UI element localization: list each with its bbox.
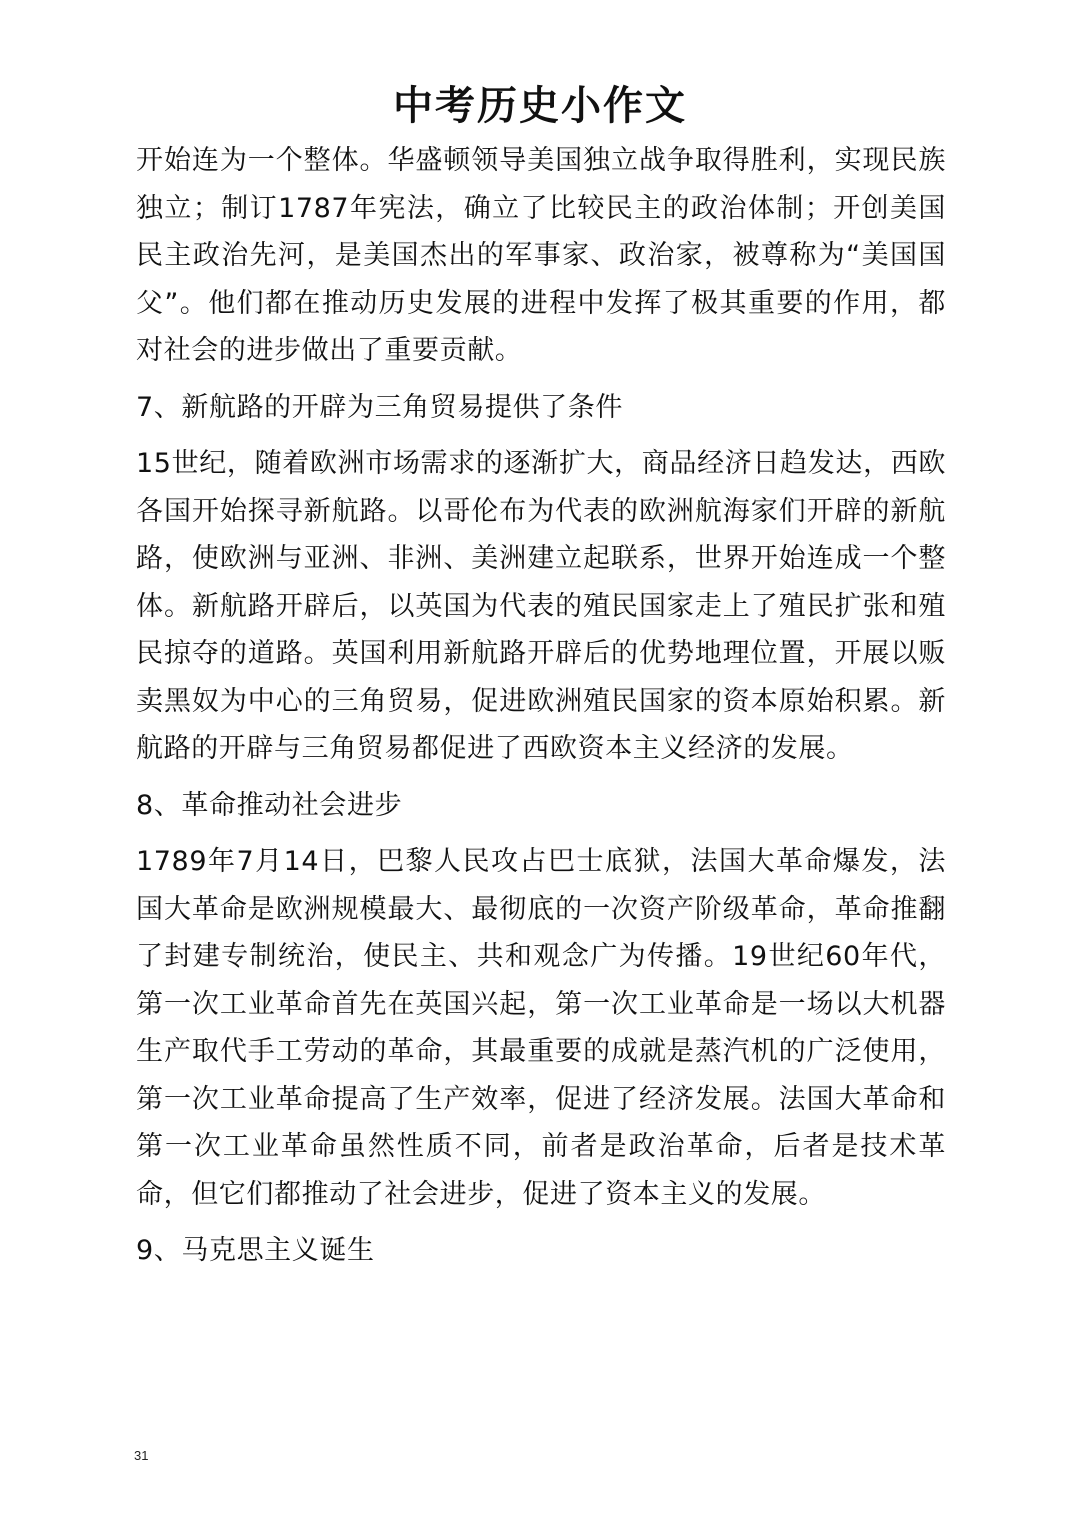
paragraph-section-8: 1789年7月14日，巴黎人民攻占巴士底狱，法国大革命爆发，法国大革命是欧洲规模最大、最彻底的一次资产阶级革命，革命推翻了封建专制统治，使民主、共和观念广为传播。19世纪60年代，第一次工业革命首先在英国兴起，第一次工业革命是一场以大机器生产取代手工劳动的革命，其最重要的成就是蒸汽机的广泛使用，第一次工业革命提高了生产效率，促进了经济发展。法国大革命和第一次工业革命虽然性质不同，前者是政治革命，后者是技术革命，但它们都推动了社会进步，促进了资本主义的发展。 [136, 846, 946, 1210]
paragraph-section-7: 15世纪，随着欧洲市场需求的逐渐扩大，商品经济日趋发达，西欧各国开始探寻新航路。以哥伦布为代表的欧洲航海家们开辟的新航路，使欧洲与亚洲、非洲、美洲建立起联系，世界开始连成一个整体。新航路开辟后，以英国为代表的殖民国家走上了殖民扩张和殖民掠夺的道路。英国利用新航路开辟后的优势地理位置，开展以贩卖黑奴为中心的三角贸易，促进欧洲殖民国家的资本原始积累。新航路的开辟与三角贸易都促进了西欧资本主义经济的发展。 [136, 448, 946, 764]
section-heading-9: 9、马克思主义诞生 [136, 1235, 375, 1266]
page-number: 31 [134, 1448, 149, 1463]
section-heading-8: 8、革命推动社会进步 [136, 789, 403, 821]
paragraph-continued: 开始连为一个整体。华盛顿领导美国独立战争取得胜利，实现民族独立；制订1787年宪法，确立了比较民主的政治体制；开创美国民主政治先河，是美国杰出的军事家、政治家，被尊称为“美国国父”。他们都在推动历史发展的进程中发挥了极其重要的作用，都对社会的进步做出了重要贡献。 [136, 145, 946, 366]
section-heading-7: 7、新航路的开辟为三角贸易提供了条件 [136, 391, 623, 423]
document-body [136, 137, 946, 1275]
page-header-title: 中考历史小作文 [393, 82, 687, 129]
